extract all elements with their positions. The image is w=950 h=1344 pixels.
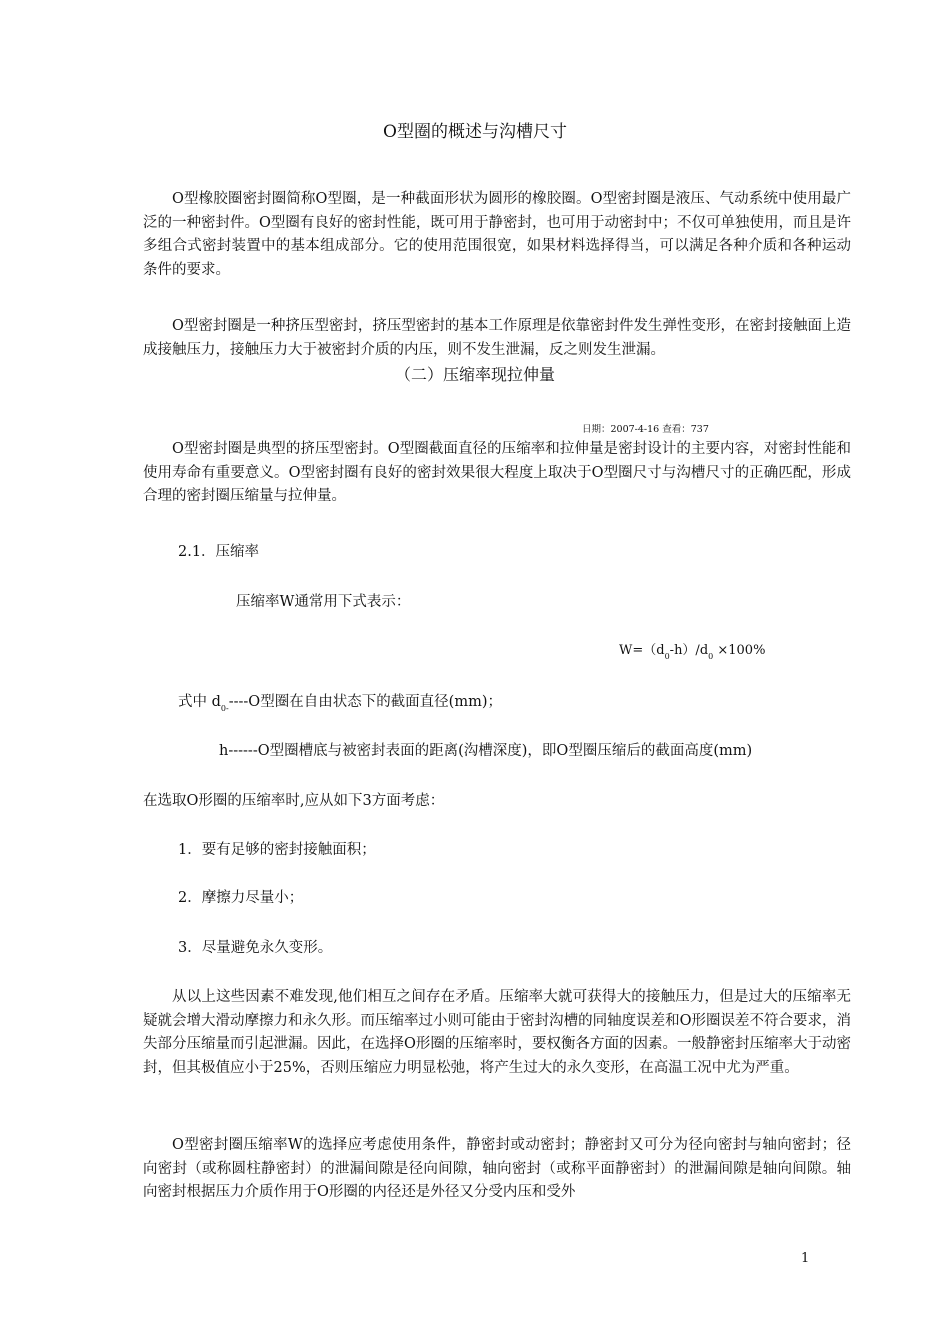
definition-d0-b: ----O型圈在自由状态下的截面直径(mm)； <box>228 694 502 710</box>
consideration-item-3: 3．尽量避免永久变形。 <box>178 940 333 956</box>
consideration-item-2: 2．摩擦力尽量小； <box>178 890 304 906</box>
last-paragraph: O型密封圈压缩率W的选择应考虑使用条件，静密封或动密封；静密封又可分为径向密封与轴向密封；径向密封（或称圆柱静密封）的泄漏间隙是径向间隙，轴向密封（或称平面静密封）的泄漏间隙是轴向间隙。轴向密封根据压力介质作用于O形圈的内径还是外径又分受内压和受外 <box>143 1137 851 1200</box>
section-heading: （二）压缩率现拉伸量 <box>394 365 555 384</box>
page-title: O型圈的概述与沟槽尺寸 <box>383 122 567 142</box>
definition-d0 <box>178 690 502 711</box>
meta-line: 日期：2007-4-16 查看：737 <box>582 424 709 435</box>
definition-d0-a: 式中 d <box>178 694 221 710</box>
analysis-paragraph: 从以上这些因素不难发现,他们相互之间存在矛盾。压缩率大就可获得大的接触压力，但是过大的压缩率无疑就会增大滑动摩擦力和永久形。而压缩率过小则可能由于密封沟槽的同轴度误差和O形圈误差不符合要求，消失部分压缩量而引起泄漏。因此，在选择O形圈的压缩率时，要权衡各方面的因素。一般静密封压缩率大于动密封，但其极值应小于25%，否则压缩应力明显松弛，将产生过大的永久变形，在高温工况中尤为严重。 <box>143 989 851 1076</box>
definition-h: h------O型圈槽底与被密封表面的距离(沟槽深度)，即O型圈压缩后的截面高度(mm) <box>219 743 753 759</box>
definition-d0-subscript: 0- <box>220 704 229 713</box>
intro-paragraph-2: O型密封圈是一种挤压型密封，挤压型密封的基本工作原理是依靠密封件发生弹性变形，在密封接触面上造成接触压力，接触压力大于被密封介质的内压，则不发生泄漏，反之则发生泄漏。 <box>143 318 851 358</box>
subsection-heading: 2.1．压缩率 <box>178 544 260 560</box>
intro-paragraph-1: O型橡胶圈密封圈简称O型圈，是一种截面形状为圆形的橡胶圈。O型密封圈是液压、气动系统中使用最广泛的一种密封件。O型圈有良好的密封性能，既可用于静密封，也可用于动密封中；不仅可单独使用，而且是许多组合式密封装置中的基本组成部分。它的使用范围很宽，如果材料选择得当，可以满足各种介质和各种运动条件的要求。 <box>143 191 851 278</box>
formula-part-b: -h）/d <box>669 643 709 658</box>
formula-intro: 压缩率W通常用下式表示： <box>236 594 411 610</box>
consider-intro: 在选取O形圈的压缩率时,应从如下3方面考虑： <box>143 793 445 809</box>
formula-part-c: ×100% <box>713 643 766 658</box>
page-number: 1 <box>801 1251 810 1266</box>
formula-part-a: W=（d <box>619 643 665 658</box>
formula-subscript-2: 0 <box>708 652 714 661</box>
section2-paragraph: O型密封圈是典型的挤压型密封。O型圈截面直径的压缩率和拉伸量是密封设计的主要内容，对密封性能和使用寿命有重要意义。O型密封圈有良好的密封效果很大程度上取决于O型圈尺寸与沟槽尺寸的正确匹配，形成合理的密封圈压缩量与拉伸量。 <box>143 441 851 504</box>
formula <box>619 639 766 661</box>
formula-subscript-1: 0 <box>664 652 670 661</box>
consideration-item-1: 1．要有足够的密封接触面积； <box>178 842 376 858</box>
